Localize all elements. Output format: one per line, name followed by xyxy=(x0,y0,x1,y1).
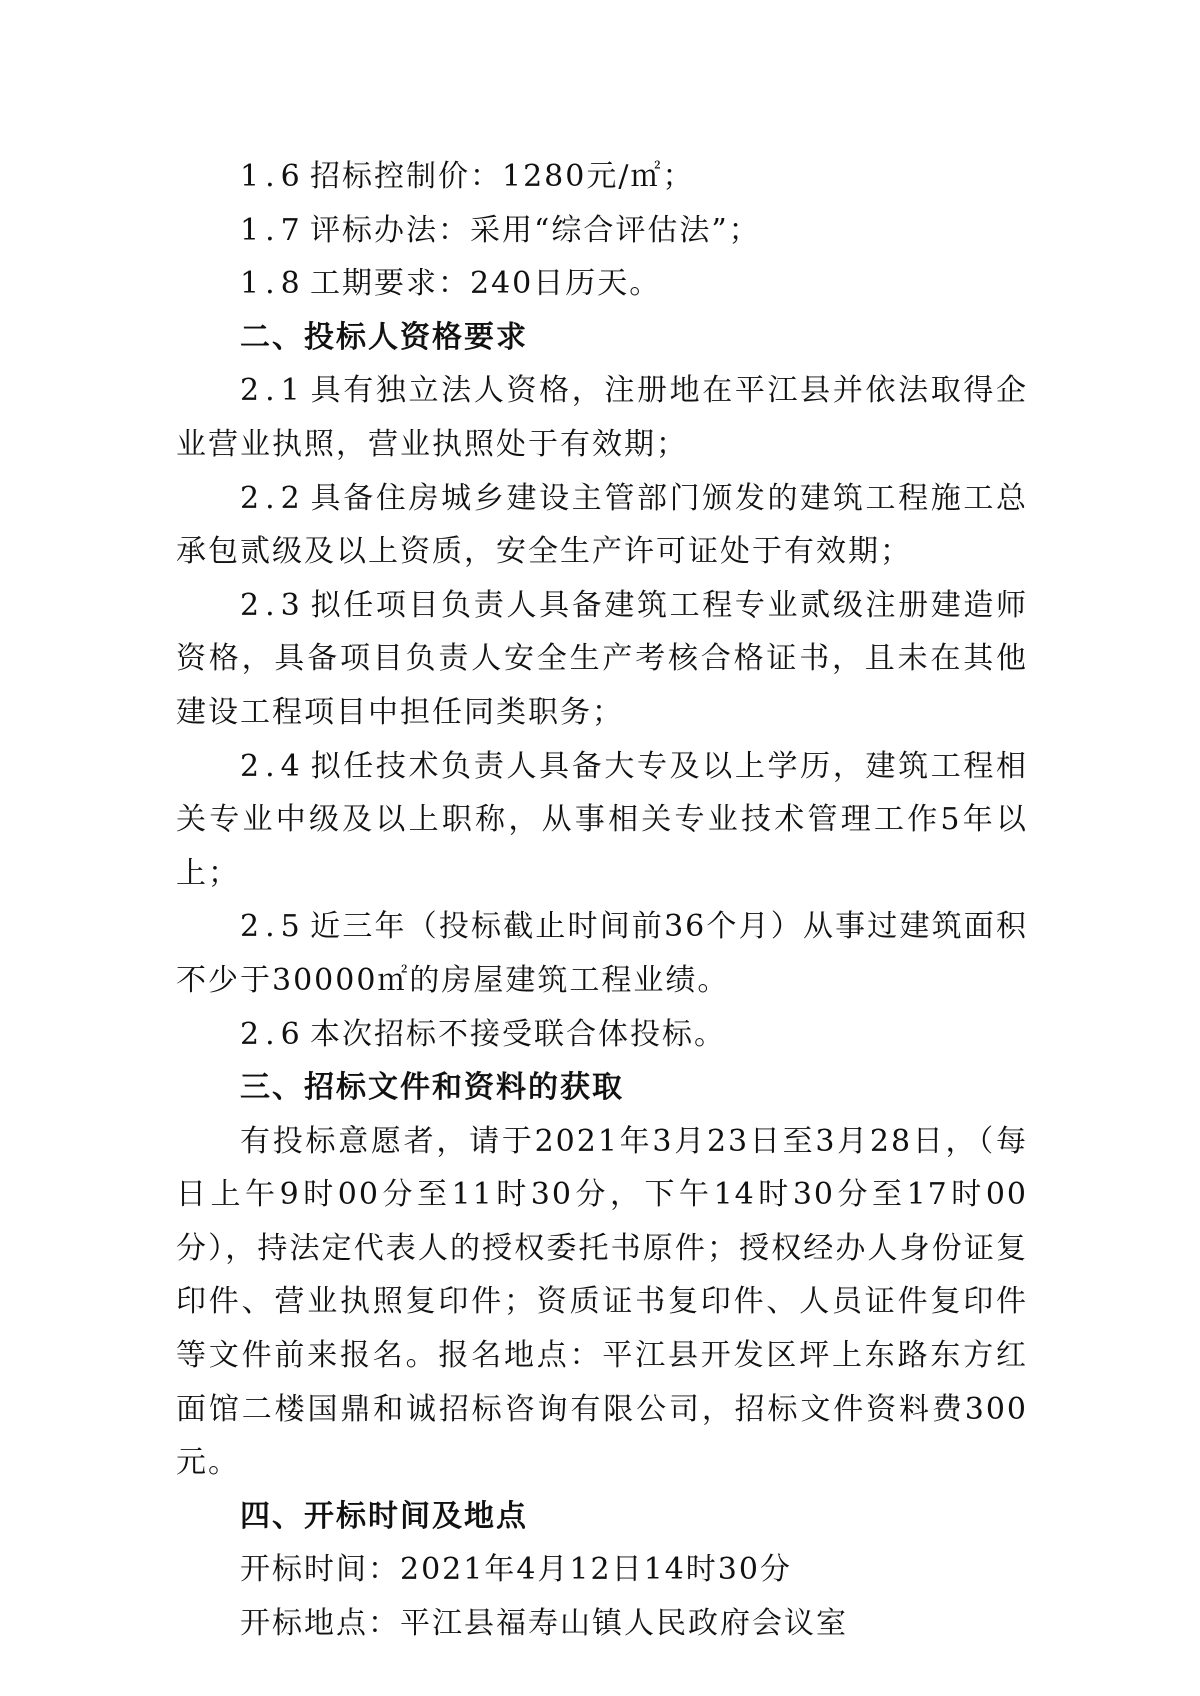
item-number: 1.8 xyxy=(240,266,306,302)
item-number: 2.6 xyxy=(240,1016,306,1052)
item-text: 招标控制价：1280元/㎡； xyxy=(310,159,695,194)
item-text: 具有独立法人资格，注册地在平江县并依法取得企业营业执照，营业执照处于有效期； xyxy=(176,373,1028,462)
opening-time: 开标时间：2021年4月12日14时30分 xyxy=(240,1552,792,1588)
item-2-5 xyxy=(176,900,1028,1007)
item-text: 具备住房城乡建设主管部门颁发的建筑工程施工总承包贰级及以上资质，安全生产许可证处于有效期； xyxy=(176,480,1028,570)
item-number: 2.4 xyxy=(240,748,306,784)
section-heading-qualification: 二、投标人资格要求 xyxy=(240,319,528,355)
item-number: 2.2 xyxy=(240,480,306,516)
item-1-6 xyxy=(176,150,1028,204)
item-text: 工期要求：240日历天。 xyxy=(310,266,662,302)
item-number: 1.6 xyxy=(240,159,306,194)
section-heading-documents: 三、招标文件和资料的获取 xyxy=(240,1070,624,1106)
item-2-3 xyxy=(176,579,1028,740)
item-2-1 xyxy=(176,364,1028,471)
item-2-4 xyxy=(176,740,1028,901)
item-number: 2.5 xyxy=(240,909,306,945)
item-1-8 xyxy=(176,257,1028,311)
opening-place: 开标地点：平江县福寿山镇人民政府会议室 xyxy=(240,1606,848,1642)
document-body xyxy=(176,150,1028,1651)
item-number: 2.1 xyxy=(240,373,306,409)
item-text: 拟任项目负责人具备建筑工程专业贰级注册建造师资格，具备项目负责人安全生产考核合格证书，且未在其他建设工程项目中担任同类职务； xyxy=(176,587,1028,730)
item-number: 2.3 xyxy=(240,587,306,623)
documents-paragraph: 有投标意愿者，请于2021年3月23日至3月28日，（每日上午9时00分至11时30分，下午14时30分至17时00分），持法定代表人的授权委托书原件；授权经办人身份证复印件、营业执照复印件；资质证书复印件、人员证件复印件等文件前来报名。报名地点：平江县开发区坪上东路东方红面馆二楼国鼎和诚招标咨询有限公司，招标文件资料费300元。 xyxy=(176,1123,1028,1481)
item-text: 近三年（投标截止时间前36个月）从事过建筑面积不少于30000㎡的房屋建筑工程业绩。 xyxy=(176,909,1028,998)
item-2-6 xyxy=(176,1008,1028,1062)
item-text: 拟任技术负责人具备大专及以上学历，建筑工程相关专业中级及以上职称，从事相关专业技术管理工作5年以上； xyxy=(176,748,1028,891)
item-text: 本次招标不接受联合体投标。 xyxy=(310,1016,726,1052)
item-number: 1.7 xyxy=(240,212,306,248)
item-2-2 xyxy=(176,472,1028,579)
item-text: 评标办法：采用“综合评估法”； xyxy=(310,212,761,248)
item-1-7 xyxy=(176,204,1028,258)
section-heading-opening: 四、开标时间及地点 xyxy=(240,1498,528,1534)
